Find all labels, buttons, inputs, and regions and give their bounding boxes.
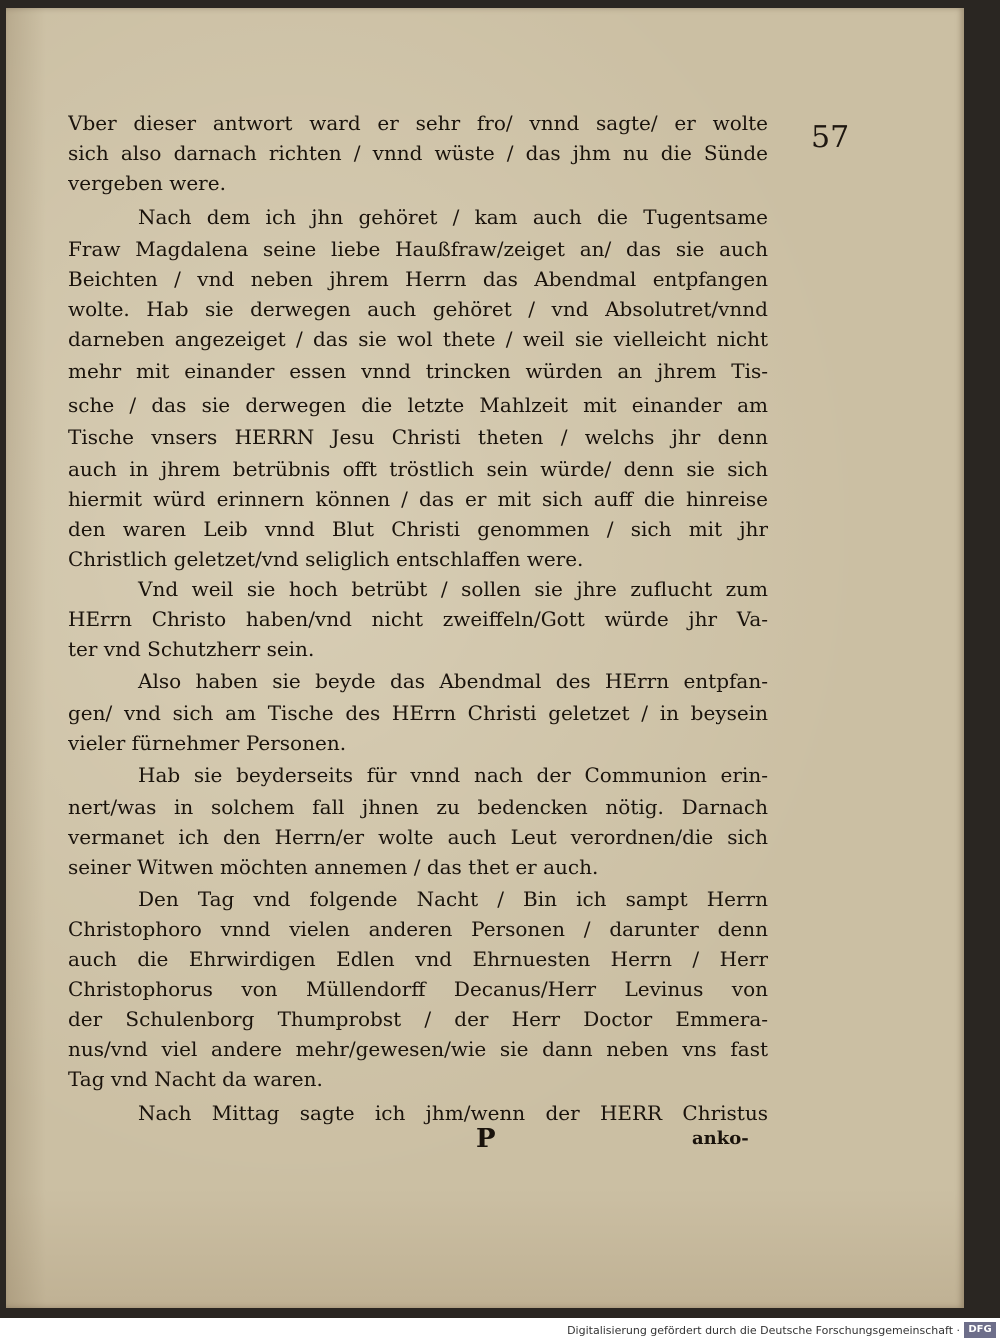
- text-line-28: auch die Ehrwirdigen Edlen vnd Ehrnuesten Herrn / Herr: [68, 947, 768, 971]
- text-line-9: mehr mit einander essen vnnd trincken würden an jhrem Tis-: [68, 359, 768, 383]
- catchword: anko-: [692, 1128, 749, 1149]
- text-line-11: Tische vnsers HERRN Jesu Christi theten / welchs jhr denn: [68, 425, 768, 449]
- footer-bar: [0, 1318, 1000, 1344]
- text-line-21: vieler fürnehmer Personen.: [68, 731, 347, 755]
- text-line-33: Nach Mittag sagte ich jhm/wenn der HERR Christus: [138, 1101, 768, 1125]
- text-line-30: der Schulenborg Thumprobst / der Herr Doctor Emmera-: [68, 1007, 768, 1031]
- text-line-27: Christophoro vnnd vielen anderen Personen / darunter denn: [68, 917, 768, 941]
- text-line-25: seiner Witwen möchten annemen / das thet er auch.: [68, 855, 599, 879]
- text-line-10: sche / das sie derwegen die letzte Mahlzeit mit einander am: [68, 393, 768, 417]
- text-line-31: nus/vnd viel andere mehr/gewesen/wie sie dann neben vns fast: [68, 1037, 768, 1061]
- text-line-20: gen/ vnd sich am Tische des HErrn Christi geletzet / in beysein: [68, 701, 768, 725]
- signature-mark: P: [476, 1124, 496, 1154]
- text-line-6: Beichten / vnd neben jhrem Herrn das Abendmal entpfangen: [68, 267, 768, 291]
- text-line-32: Tag vnd Nacht da waren.: [68, 1067, 323, 1091]
- text-line-8: darneben angezeiget / das sie wol thete / weil sie vielleicht nicht: [68, 327, 768, 351]
- dfg-logo: DFG: [964, 1322, 996, 1338]
- text-line-26: Den Tag vnd folgende Nacht / Bin ich sampt Herrn: [138, 887, 768, 911]
- text-line-18: ter vnd Schutzherr sein.: [68, 637, 315, 661]
- text-line-7: wolte. Hab sie derwegen auch gehöret / vnd Absolutret/vnnd: [68, 297, 768, 321]
- book-page: [6, 8, 964, 1308]
- text-line-24: vermanet ich den Herrn/er wolte auch Leut verordnen/die sich: [68, 825, 768, 849]
- text-line-16: Vnd weil sie hoch betrübt / sollen sie jhre zuflucht zum: [138, 577, 768, 601]
- page-number: 57: [811, 120, 850, 155]
- text-line-15: Christlich geletzet/vnd seliglich entschlaffen were.: [68, 547, 584, 571]
- text-line-23: nert/was in solchem fall jhnen zu bedencken nötig. Darnach: [68, 795, 768, 819]
- text-line-14: den waren Leib vnnd Blut Christi genommen / sich mit jhr: [68, 517, 768, 541]
- text-line-12: auch in jhrem betrübnis offt tröstlich sein würde/ denn sie sich: [68, 457, 768, 481]
- funding-credit: Digitalisierung gefördert durch die Deutsche Forschungsgemeinschaft ·: [567, 1324, 960, 1337]
- text-line-1: Vber dieser antwort ward er sehr fro/ vnnd sagte/ er wolte: [68, 111, 768, 135]
- text-line-13: hiermit würd erinnern können / das er mit sich auff die hinreise: [68, 487, 768, 511]
- text-line-17: HErrn Christo haben/vnd nicht zweiffeln/Gott würde jhr Va-: [68, 607, 768, 631]
- text-line-4: Nach dem ich jhn gehöret / kam auch die Tugentsame: [138, 205, 768, 229]
- text-line-2: sich also darnach richten / vnnd wüste / das jhm nu die Sünde: [68, 141, 768, 165]
- text-line-22: Hab sie beyderseits für vnnd nach der Communion erin-: [138, 763, 768, 787]
- text-line-3: vergeben were.: [68, 171, 226, 195]
- text-line-29: Christophorus von Müllendorff Decanus/Herr Levinus von: [68, 977, 768, 1001]
- text-line-5: Fraw Magdalena seine liebe Haußfraw/zeiget an/ das sie auch: [68, 237, 768, 261]
- text-line-19: Also haben sie beyde das Abendmal des HErrn entpfan-: [138, 669, 768, 693]
